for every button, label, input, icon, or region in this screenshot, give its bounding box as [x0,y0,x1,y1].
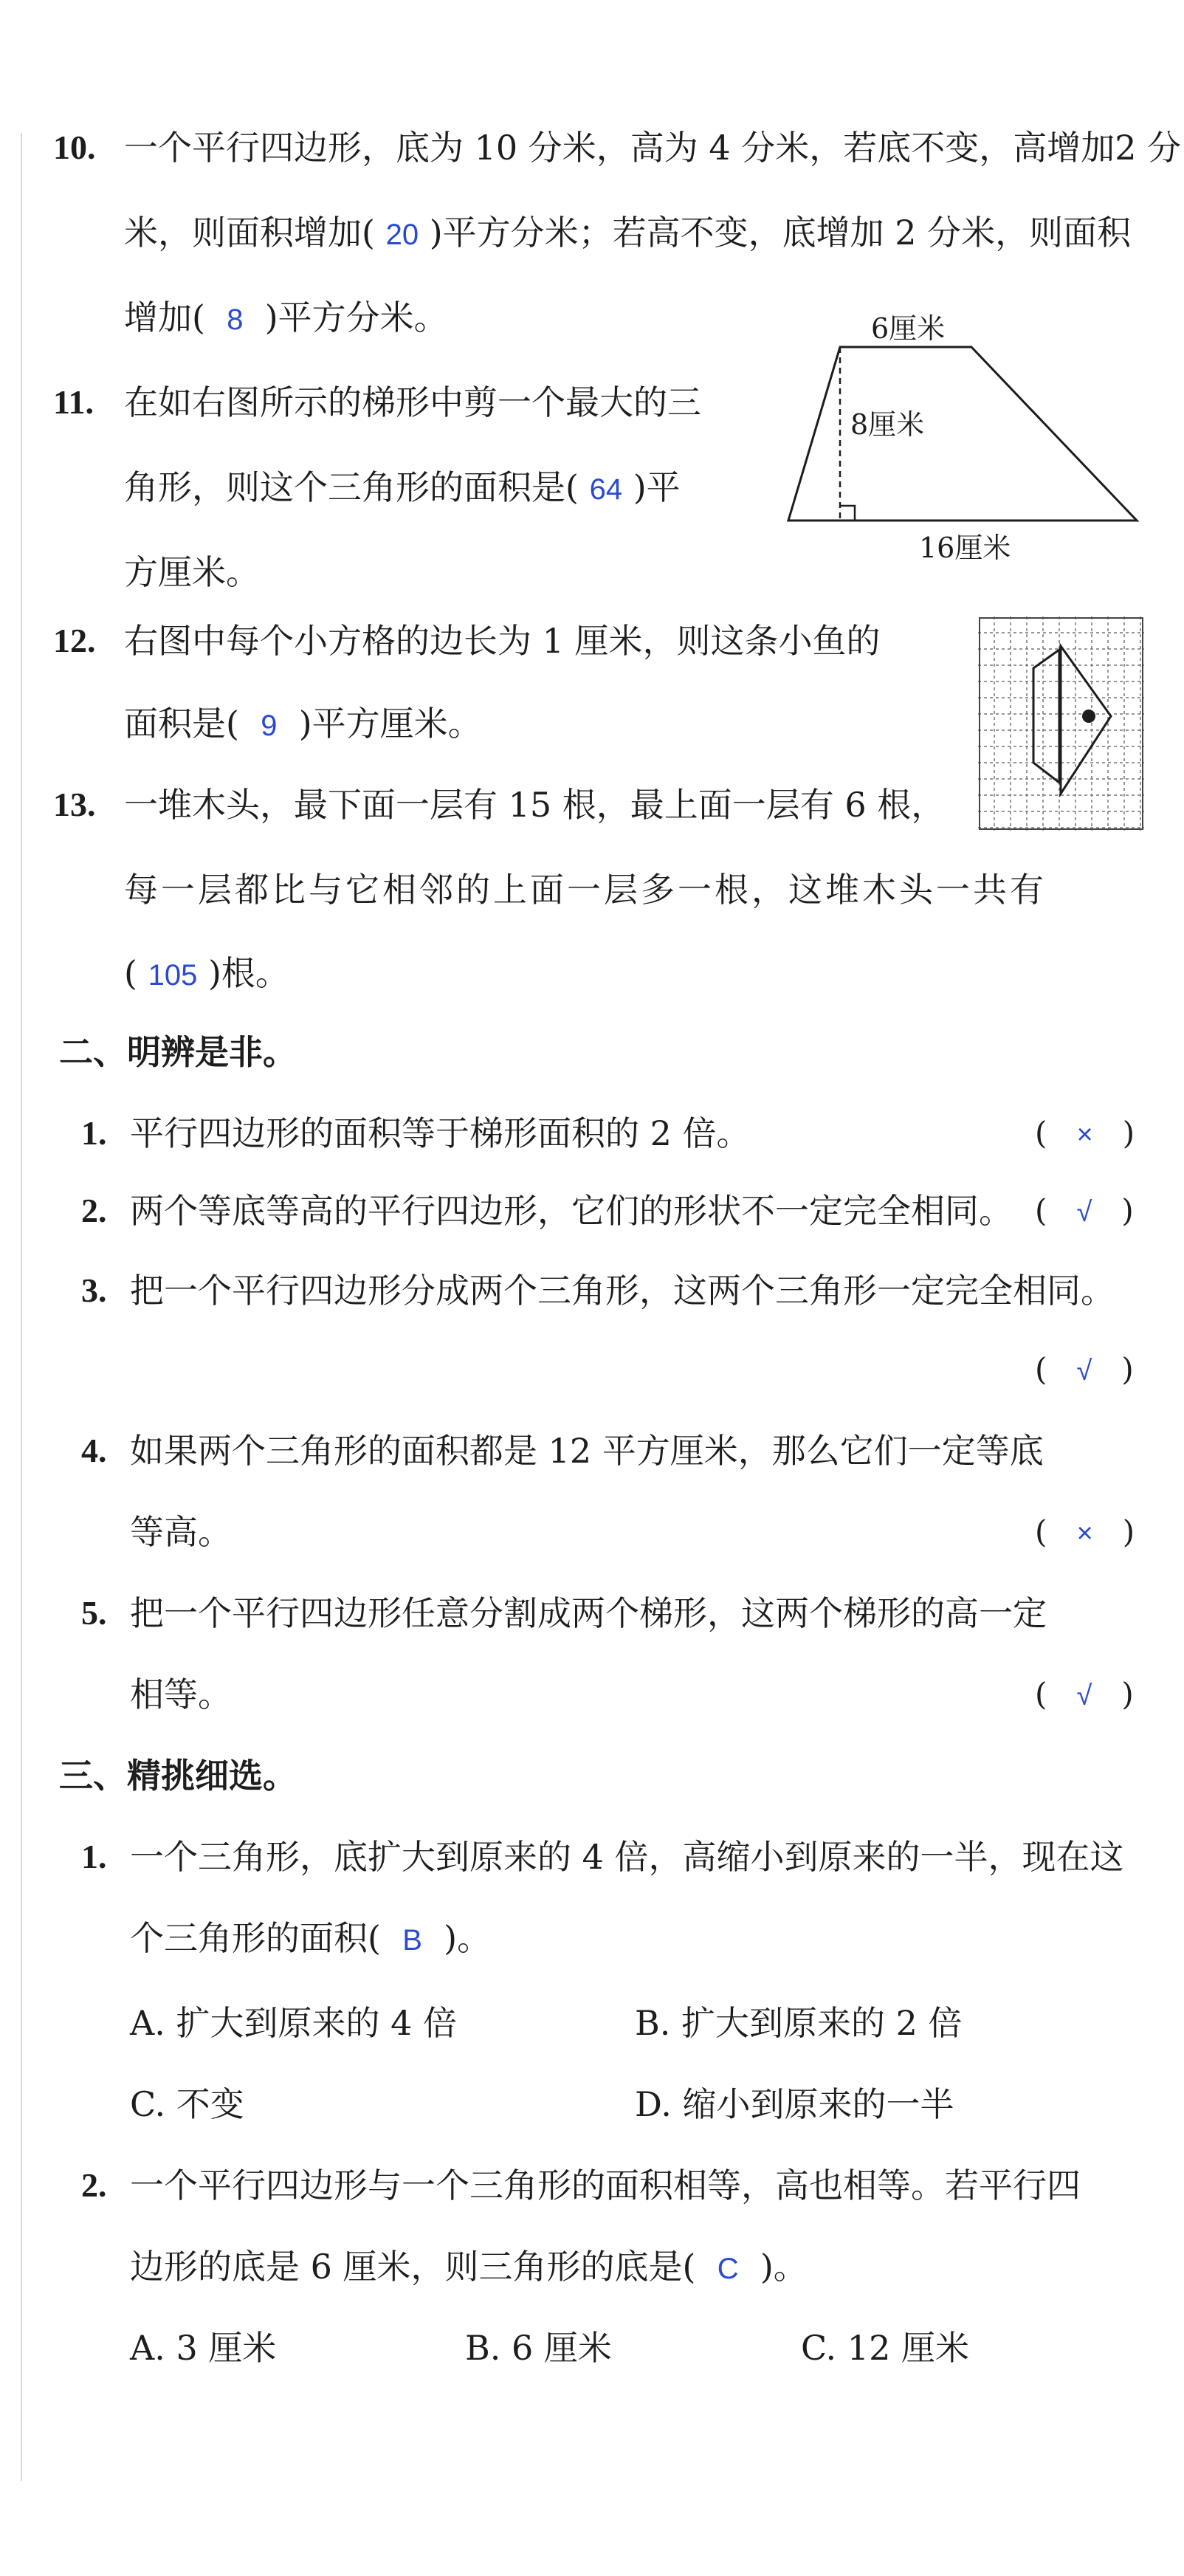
option-c: C. 不变 [130,2084,244,2124]
question-text: 米，则面积增加( 20 )平方分米；若高不变，底增加 2 分米，则面积 [124,213,1132,253]
option-c: C. 12 厘米 [801,2328,969,2368]
question-number: 13. [53,786,96,823]
binding-margin-line [21,133,22,2481]
question-text: 把一个平行四边形任意分割成两个梯形，这两个梯形的高一定 [130,1593,1047,1633]
question-number: 5. [81,1594,107,1632]
question-text: 方厘米。 [124,552,260,592]
answer-text: 20 [385,219,419,251]
answer-text: C [717,2253,739,2285]
trapezoid-figure [782,303,1152,569]
question-text: 边形的底是 6 厘米，则三角形的底是( C )。 [130,2247,808,2287]
fish-eye [1082,710,1095,723]
option-b: B. 6 厘米 [465,2328,612,2368]
question-text: ( 105 )根。 [124,953,289,993]
judge-answer-2: ( √ ) [1035,1192,1134,1229]
question-number: 10. [53,128,96,166]
judge-answer-5: ( √ ) [1035,1676,1134,1712]
question-text: 增加( 8 )平方分米。 [124,298,448,337]
question-text: 平行四边形的面积等于梯形面积的 2 倍。 [130,1113,751,1153]
question-text: 角形，则这个三角形的面积是( 64 )平 [124,467,681,507]
judge-answer-4: ( × ) [1035,1514,1135,1550]
question-number: 2. [81,2166,107,2204]
trapezoid-top-label: 6厘米 [871,312,946,345]
question-text: 等高。 [130,1512,232,1552]
question-text: 如果两个三角形的面积都是 12 平方厘米，那么它们一定等底 [130,1431,1044,1471]
answer-text: √ [1076,1680,1092,1711]
trapezoid-height-label: 8厘米 [850,408,925,441]
question-number: 11. [53,383,94,421]
answer-text: B [402,1924,422,1957]
question-text: 一个平行四边形，底为 10 分米，高为 4 分米，若底不变，高增加2 分 [124,128,1182,168]
judge-answer-3: ( √ ) [1035,1351,1134,1387]
fish-grid-figure [978,616,1144,831]
question-text: 把一个平行四边形分成两个三角形，这两个三角形一定完全相同。 [130,1271,1115,1311]
answer-text: × [1076,1119,1093,1150]
answer-text: × [1076,1518,1093,1549]
question-number: 4. [81,1432,107,1469]
section-title-multiple-choice: 三、精挑细选。 [59,1756,297,1796]
question-text: 个三角形的面积( B )。 [130,1918,492,1958]
question-text: 面积是( 9 )平方厘米。 [124,704,482,743]
option-a: A. 3 厘米 [130,2328,277,2368]
question-text: 一个三角形，底扩大到原来的 4 倍，高缩小到原来的一半，现在这 [130,1837,1124,1877]
question-text: 一个平行四边形与一个三角形的面积相等，高也相等。若平行四 [130,2165,1081,2205]
question-text: 在如右图所示的梯形中剪一个最大的三 [124,382,701,422]
answer-text: 105 [148,959,198,992]
answer-text: √ [1076,1356,1092,1387]
question-text: 每一层都比与它相邻的上面一层多一根，这堆木头一共有 [124,870,1047,910]
option-a: A. 扩大到原来的 4 倍 [130,2003,457,2043]
answer-text: √ [1076,1197,1092,1228]
question-number: 12. [53,622,96,659]
judge-answer-1: ( × ) [1035,1115,1135,1151]
question-number: 1. [81,1114,107,1152]
question-text: 右图中每个小方格的边长为 1 厘米，则这条小鱼的 [124,621,881,661]
section-title-true-false: 二、明辨是非。 [59,1032,297,1072]
question-text: 相等。 [130,1675,232,1714]
question-text: 两个等底等高的平行四边形，它们的形状不一定完全相同。 [130,1191,1013,1231]
answer-text: 9 [261,710,278,742]
question-text: 一堆木头，最下面一层有 15 根，最上面一层有 6 根， [124,785,946,825]
option-d: D. 缩小到原来的一半 [635,2084,954,2124]
answer-text: 64 [589,473,623,506]
question-number: 2. [81,1192,107,1229]
right-angle-mark [840,506,855,521]
question-number: 1. [81,1838,107,1875]
option-b: B. 扩大到原来的 2 倍 [635,2003,963,2043]
answer-text: 8 [227,303,244,336]
trapezoid-bottom-label: 16厘米 [919,532,1011,564]
question-number: 3. [81,1271,107,1309]
